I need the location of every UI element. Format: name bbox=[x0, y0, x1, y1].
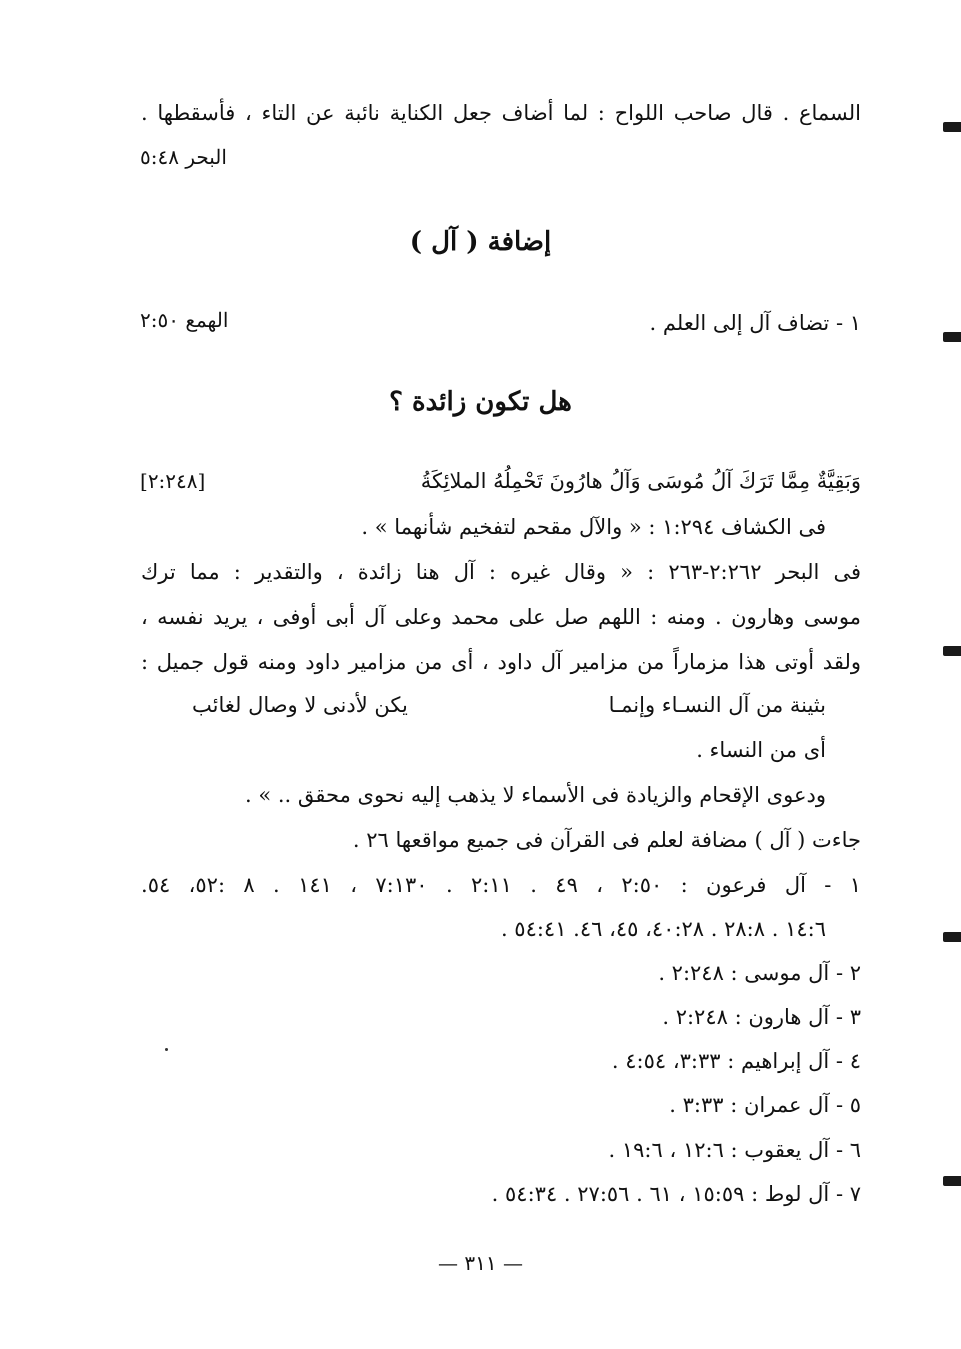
poem-first-hemistich: بثينة من آل النسـاء وإنمـا bbox=[608, 693, 826, 717]
list-item-1-line-1: ١ - آل فرعون : ٢:٥٠ ، ٤٩ . ٢:١١ . ٧:١٣٠ ، ١٤١ . ٨ :٥٢، ٥٤. bbox=[141, 873, 861, 897]
list-item-7: ٧ - آل لوط : ١٥:٥٩ ، ٦١ . ٢٧:٥٦ . ٥٤:٣٤ . bbox=[491, 1182, 861, 1206]
list-item-3: ٣ - آل هارون : ٢:٢٤٨ . bbox=[662, 1005, 861, 1029]
top-reference: البحر ٥:٤٨ bbox=[140, 145, 227, 169]
bahr-quote-line-1: فى البحر ٢:٢٦٢-٢٦٣ : « وقال غيره : آل هنا زائدة ، والتقدير : مما ترك bbox=[141, 560, 861, 584]
list-item-5: ٥ - آل عمران : ٣:٣٣ . bbox=[669, 1093, 861, 1117]
margin-tab-mark bbox=[943, 332, 961, 342]
list-item-2: ٢ - آل موسى : ٢:٢٤٨ . bbox=[658, 961, 861, 985]
section-heading-idafa: إضافة ( آل ) bbox=[409, 227, 552, 257]
margin-tab-mark bbox=[943, 646, 961, 656]
margin-tab-mark bbox=[943, 1176, 961, 1186]
poem-explanation: أى من النساء . bbox=[696, 738, 826, 762]
poem-second-hemistich: يكن لأدنى لا وصال لغائب bbox=[192, 693, 408, 717]
kashaf-quote: فى الكشاف ١:٢٩٤ : « والآل مقحم لتفخيم شأنهما » . bbox=[361, 515, 826, 539]
jaat-line: جاءت ( آل ) مضافة لعلم فى القرآن فى جميع مواقعها ٢٦ . bbox=[352, 828, 861, 852]
rule-item-1: ١ - تضاف آل إلى العلم . bbox=[649, 311, 861, 335]
page-number: — ٣١١ — bbox=[438, 1251, 523, 1275]
list-item-1-line-2: ١٤:٦ . ٢٨:٨ . ٤٠:٢٨، ٤٥، ٤٦. ٥٤:٤١ . bbox=[500, 917, 826, 941]
list-item-4: ٤ - آل إبراهيم : ٣:٣٣، ٤:٥٤ . bbox=[611, 1049, 861, 1073]
scan-speck bbox=[165, 1048, 168, 1051]
list-item-6: ٦ - آل يعقوب : ١٢:٦ ، ١٩:٦ . bbox=[608, 1138, 861, 1162]
top-line-1: السماع . قال صاحب اللواح : لما أضاف جعل الكناية نائبة عن التاء ، فأسقطها . bbox=[141, 101, 861, 125]
rule-item-1-reference: الهمع ٢:٥٠ bbox=[140, 308, 229, 332]
section-heading-zaida: هل تكون زائدة ؟ bbox=[389, 387, 572, 417]
quran-verse: وَبَقِيَّةٌ مِمَّا تَرَكَ آلُ مُوسَى وَآلُ هارُونَ تَحْمِلُهُ الملائِكَةُ bbox=[420, 469, 861, 493]
daawa-line: ودعوى الإقحام والزيادة فى الأسماء لا يذهب إليه نحوى محقق .. » . bbox=[244, 783, 826, 807]
margin-tab-mark bbox=[943, 932, 961, 942]
quran-verse-reference: [٢:٢٤٨] bbox=[140, 469, 206, 493]
bahr-quote-line-2: موسى وهارون . ومنه : اللهم صل على محمد وعلى آل أبى أوفى ، يريد نفسه ، bbox=[141, 605, 861, 629]
bahr-quote-line-3: ولقد أوتى هذا مزماراً من مزامير آل داود ، أى من مزامير داود ومنه قول جميل : bbox=[141, 650, 861, 674]
margin-tab-mark bbox=[943, 122, 961, 132]
